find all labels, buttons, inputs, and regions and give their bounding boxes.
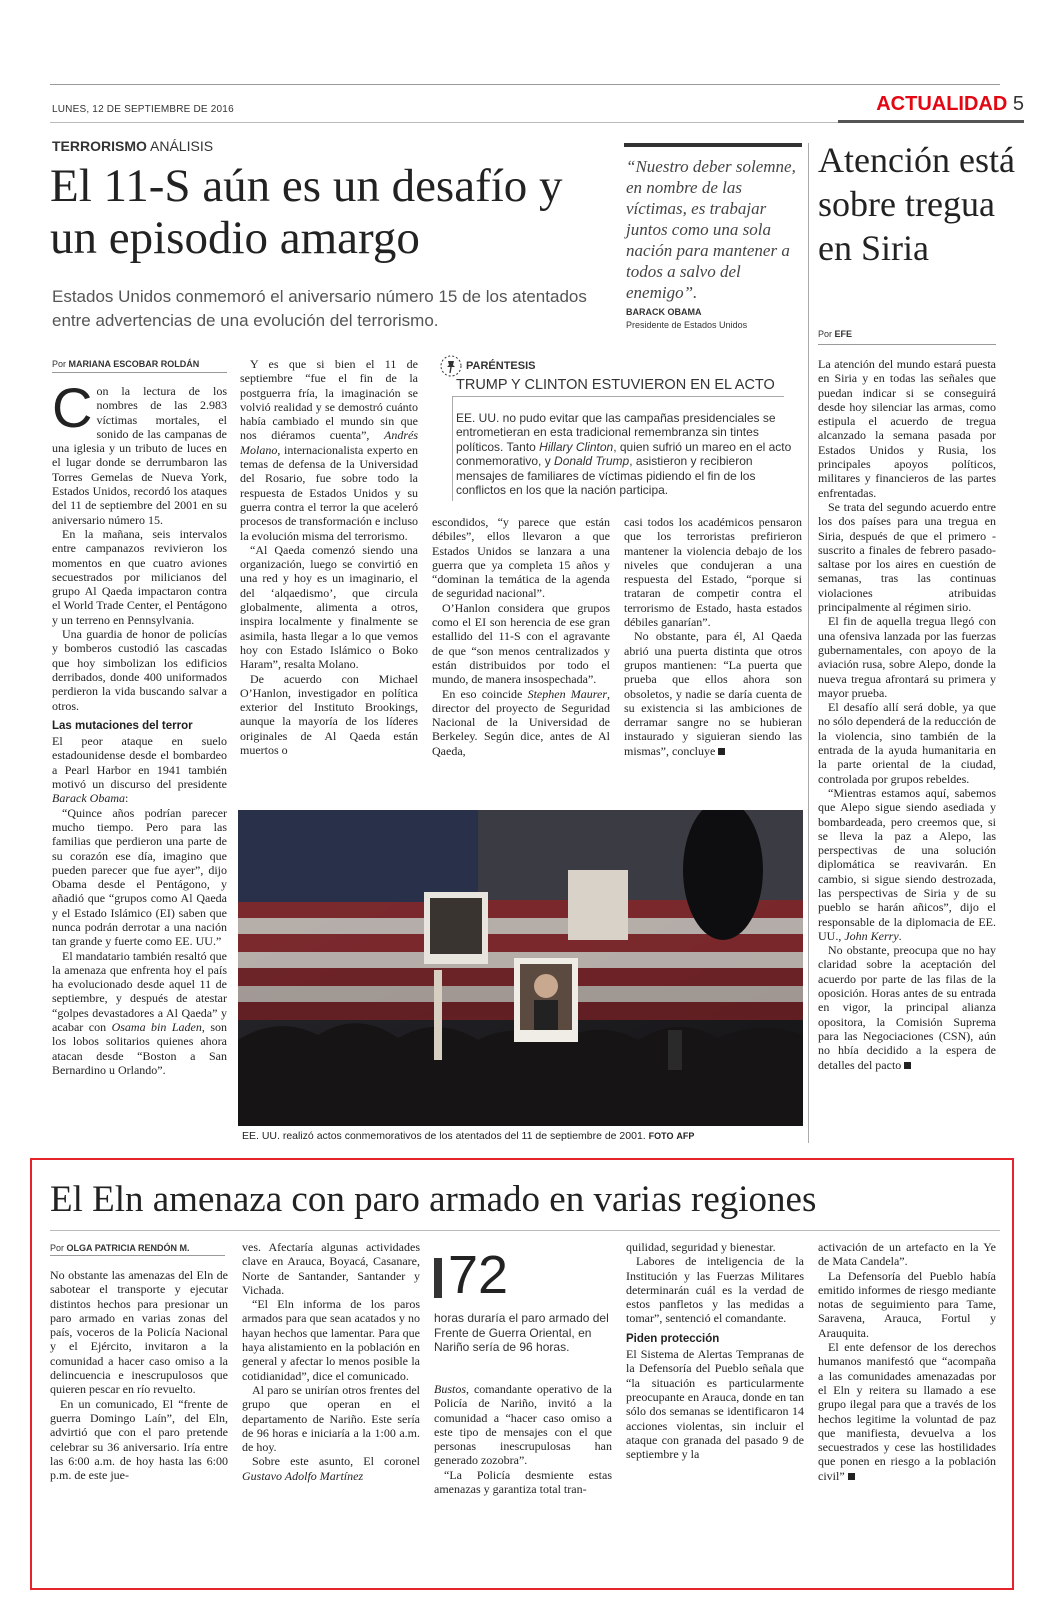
main-paragraph: O’Hanlon considera que grupos como el EI son herencia de ese gran estallido del 11-S con el agravante de que “son menos centralizados y están distribuidos por todo el mundo, de manera insospechada”.: [432, 600, 610, 687]
photo-caption: [242, 1130, 694, 1142]
eln-column-3: [434, 1382, 612, 1496]
paren-c: , quien sufrió un mareo en el acto conmemorativo, y: [456, 439, 792, 469]
eln-headline: El Eln amenaza con paro armado en varias regiones: [50, 1179, 817, 1220]
quote-role: Presidente de Estados Unidos: [626, 320, 748, 330]
side-divider: [808, 143, 809, 1143]
stat-bar: [434, 1258, 442, 1298]
main-paragraph: [52, 376, 227, 527]
eln-paragraph: ves. Afectaría algunas actividades clave en Arauca, Boyacá, Casanare, Norte de Santander, Santander y Vichada.: [242, 1240, 420, 1297]
main-paragraph: [240, 357, 418, 543]
parentesis-title: TRUMP Y CLINTON ESTUVIERON EN EL ACTO: [456, 377, 775, 393]
header-rule: [50, 122, 838, 123]
main-paragraph: [624, 629, 802, 758]
eln-column-5: [818, 1240, 996, 1483]
main-c4-p2: No obstante, para él, Al Qaeda abrió una puerta distinta que otros grupos mantienen: “La puerta que prueba que ellos ahora son obsoletos, y nadie se daría cuenta de su existencia si las ambiciones de derramar sangre no se hubieran instaurado y siguieran siendo las mismas”, concluye: [624, 629, 802, 758]
eln-paragraph: quilidad, seguridad y bienestar.: [626, 1240, 776, 1254]
main-c3-p3c: , director del proyecto de Seguridad Nacional de la Universidad de Berkeley. Según dice, antes de Al Qaeda,: [432, 686, 610, 758]
memorial-photo-image: [238, 810, 803, 1126]
main-byline-name: MARIANA ESCOBAR ROLDÁN: [68, 359, 200, 369]
side-headline: Atención está sobre tregua en Siria: [818, 140, 1015, 268]
page-number: 5: [1012, 93, 1024, 115]
eln-paragraph: “La Policía desmiente estas amenazas y garantiza total tran-: [434, 1467, 612, 1497]
pushpin-icon: [440, 355, 462, 377]
main-c1-p1: on la lectura de los nombres de las 2.983 víctimas mortales, el sonido de las campanas de una iglesia y un tributo de luces en el lugar donde se derrumbaron las Torres Gemelas de Nueva York, Estados Unidos, recordó los ataques del 11 de septiembre del 2001 en su aniversario número 15.: [52, 384, 227, 527]
main-c3-p3a: En eso coincide: [442, 686, 528, 701]
side-paragraph: El fin de aquella tregua llegó con una ofensiva lanzada por las fuerzas gubernamentales, con apoyo de la aviación rusa, sobre Alepo, donde la nueva tregua afrontará su primera y mayor prueba.: [818, 614, 996, 700]
main-c2-p1a: Y es que si bien el 11 de septiembre “fue el fin de la postguerra fría, la imaginación se volvió realidad y se demostró cuánto había cambiado el mundo sin que nos diéramos cuenta”,: [240, 357, 418, 443]
main-c1-p4a: El peor ataque en suelo estadounidense desde el bombardeo a Pearl Harbor en 1941 también motivó un discurso del presidente: [52, 734, 227, 792]
main-c1-p6b: Osama bin Laden: [111, 1020, 202, 1035]
main-paragraph: [52, 734, 227, 805]
eln-paragraph: El Sistema de Alertas Tempranas de la Defensoría del Pueblo señala que “la situación es particularmente preocupante en Arauca, donde en tan sólo dos semanas se identificaron 14 acciones violentas, sin incluir el ataque con granada del pasado 9 de septiembre y la: [626, 1347, 804, 1462]
side-p6-text: No obstante, preocupa que no hay claridad sobre la aceptación del acuerdo por parte de las filas de la oposición. Horas antes de su entrada en vigor, la principal alianza opositora, la Comisión Suprema para las Negociaciones (CSN), aún no hbía decidido a la espera de detalles del pacto: [818, 943, 996, 1072]
eln-c3-p1a: Bustos: [434, 1382, 467, 1396]
side-p5-name: John Kerry: [844, 928, 899, 943]
main-c3-p3b: Stephen Maurer: [527, 686, 607, 701]
side-byline-name: EFE: [834, 329, 853, 339]
eln-byline: [50, 1243, 190, 1253]
end-mark: [718, 748, 725, 755]
caption-text: EE. UU. realizó actos conmemorativos de los atentados del 11 de septiembre de 2001.: [242, 1130, 646, 1142]
side-paragraph: [818, 786, 996, 943]
eln-column-2: [242, 1240, 420, 1483]
parentesis-label: PARÉNTESIS: [466, 360, 536, 372]
eln-paragraph: Al paro se unirían otros frentes del grupo que operan en el departamento de Nariño. Este sería de 96 horas e iniciaría a la 1:00 a.m. de hoy.: [242, 1382, 420, 1455]
eln-c3-p1b: , comandante operativo de la Policía de Nariño, invitó a la comunidad a “hacer caso omiso a este tipo de mensajes con el que personas inescrupulosas han generado zozobra”.: [434, 1382, 612, 1468]
eln-column-1: [50, 1268, 228, 1482]
main-paragraph: En la mañana, seis intervalos entre campanazos revivieron los momentos en que cuatro aviones secuestrados por milicianos del grupo Al Qaeda impactaron contra el World Trade Center, el Pentágono y un terreno en Pennsylvania.: [52, 526, 227, 627]
top-rule: [50, 84, 1000, 85]
main-deck: Estados Unidos conmemoró el aniversario número 15 de los atentados entre advertencias de una evolución del terrorismo.: [52, 287, 587, 330]
main-column-3: [432, 515, 610, 758]
eln-byline-name: OLGA PATRICIA RENDÓN M.: [66, 1243, 190, 1253]
main-byline: [52, 359, 199, 369]
main-c1-p6c: , son los lobos solitarios quienes ahora atacan desde “Boston a San Bernardino u Orlando”.: [52, 1020, 227, 1077]
main-column-2: [240, 357, 418, 757]
side-byline-rule: [818, 344, 996, 345]
main-paragraph: De acuerdo con Michael O’Hanlon, investigador en política exterior del Instituto Brookings, aunque la mayoría de los líderes originales de Al Qaeda están muertos o: [240, 671, 418, 758]
main-byline-pre: Por: [52, 359, 67, 369]
credit-label: FOTO: [648, 1131, 674, 1141]
pull-quote: “Nuestro deber solemne, en nombre de las víctimas, es trabajar juntos como una sola nación para mantener a todos a salvo del enemigo”.: [626, 157, 796, 302]
side-paragraph: Se trata del segundo acuerdo entre los dos países para una tregua en Siria, después de que el primero -suscrito a finales de febrero pasado- saltase por los aires en cuestión de semanas, tras las continuas violaciones atribuidas principalmente al régimen sirio.: [818, 499, 996, 615]
section-label: [876, 93, 1024, 116]
main-byline-rule: [52, 372, 227, 373]
main-paragraph: casi todos los académicos pensaron que los terroristas prefirieron mantener la violencia debajo de los niveles que condujeran a una respuesta del Estado, “porque si trataran de competir contra el terrorismo de Estado, hasta estados débiles ganarían”.: [624, 515, 802, 630]
main-c1-p4c: :: [124, 791, 129, 806]
parentesis-left-rule: [452, 396, 453, 501]
section-name: ACTUALIDAD: [876, 93, 1008, 115]
kicker-topic: TERRORISMO: [52, 138, 147, 154]
eln-byline-rule: [50, 1255, 225, 1256]
end-mark: [904, 1062, 911, 1069]
main-paragraph: [52, 949, 227, 1078]
kicker-type: ANÁLISIS: [150, 138, 214, 154]
side-body: [818, 357, 996, 1072]
credit-agency: AFP: [676, 1131, 695, 1141]
main-c2-p1b: Andrés Molano: [240, 428, 418, 457]
eln-paragraph: [242, 1454, 420, 1483]
main-paragraph: escondidos, “y parece que están débiles”, ellos llevaron a que Estados Unidos se lanzara a una guerra que ya completa 15 años y “dominan la temática de la agenda de seguridad nacional”.: [432, 515, 610, 601]
parentesis-text: [456, 411, 792, 497]
eln-paragraph: “El Eln informa de los paros armados para que sean acatados y no hayan hechos que lamentar. Para que haya alistamiento en la población en general y afectar lo menos posible la cotidianidad”, dice el comunicado.: [242, 1297, 420, 1383]
dateline: LUNES, 12 DE SEPTIEMBRE DE 2016: [52, 104, 234, 115]
eln-headline-rule: [50, 1230, 1000, 1231]
eln-c2-p4b: Gustavo Adolfo Martínez: [242, 1468, 364, 1483]
eln-column-4: [626, 1240, 804, 1461]
eln-paragraph: activación de un artefacto en la Ye de Mata Candela”.: [818, 1240, 996, 1269]
memorial-photo: [238, 810, 803, 1126]
main-c1-p6a: El mandatario también resaltó que la amenaza que enfrenta hoy el país ha evolucionado desde aquel 11 de septiembre, y después de atestar “golpes devastadores a Al Qaeda” y acabar con: [52, 948, 227, 1035]
main-c2-p1c: , internacionalista experto en temas de defensa de la Universidad del Rosario, fue sobre todo la respuesta de Estados Unidos y su guerra contra el terror la que aceleró procesos de transformación e incluso la evolución misma del terrorismo.: [240, 442, 418, 543]
eln-byline-pre: Por: [50, 1243, 65, 1253]
main-column-4: [624, 515, 802, 758]
paren-e: , asistieron y recibieron mensajes de familiares de víctimas pidiendo el fin de los conflictos en los que la nación participa.: [456, 454, 756, 498]
side-p5-end: .: [898, 928, 902, 943]
eln-c5-p3: El ente defensor de los derechos humanos manifestó que “acompaña a las comunidades amenazadas por el Eln y reitera su llamado a ese grupo ilegal para que a través de los hechos legitime la voluntad de paz que manifiesta, devuelva a los secuestrados y cese las hostilidades que ponen en riesgo a la población civil”: [818, 1340, 996, 1483]
side-paragraph: La atención del mundo estará puesta en Siria y en todas las señales que puedan indicar si se conseguirá desde hoy silenciar las armas, como estipula el acuerdo de tregua alcanzado la semana pasada por Estados Unidos y Rusia, los principales apoyos políticos, militares y financieros de las partes enfrentadas.: [818, 357, 996, 500]
eln-paragraph: En un comunicado, El “frente de guerra Domingo Laín”, del Eln, advirtió que con el paro pretende celebrar su 36 aniversario. Iría entre las 6:00 a.m. de hoy hasta las 6:00 p.m. de este jue-: [50, 1396, 228, 1483]
drop-cap: C: [52, 376, 93, 439]
side-paragraph: El desafío allí será doble, ya que no sólo dependerá de la reducción de la violencia, sino también de la entrada de la ayuda humanitaria en la parte oriental de la ciudad, controlada por grupos rebeldes.: [818, 700, 996, 786]
kicker: [52, 138, 213, 154]
stat-number: 72: [448, 1245, 509, 1305]
side-byline-pre: Por: [818, 329, 833, 339]
main-c1-p4b: Barack Obama: [52, 791, 125, 806]
subhead: Las mutaciones del terror: [52, 719, 193, 732]
eln-paragraph: [818, 1340, 996, 1483]
end-mark: [848, 1473, 855, 1480]
main-paragraph: [432, 687, 610, 758]
paren-d: Donald Trump: [554, 454, 630, 469]
eln-paragraph: La Defensoría del Pueblo había emitido informes de riesgo mediante notas de seguimiento para Tame, Saravena, Arauca, Fortul y Arauquita.: [818, 1268, 996, 1340]
main-column-1: [52, 376, 227, 1077]
side-byline: [818, 329, 852, 339]
paren-a: EE. UU. no pudo evitar que las campañas presidenciales se entrometieran en esta tradicional remembranza sin tintes políticos. Tanto: [456, 411, 776, 454]
section-bar: [838, 120, 1024, 123]
main-paragraph: Una guardia de honor de policías y bomberos custodió las cascadas que hoy simbolizan los edificios derribados, donde 400 uniformados perdieron la vida buscando salvar a otros.: [52, 627, 227, 713]
quote-bar: [624, 143, 802, 147]
subhead: Piden protección: [626, 1332, 720, 1345]
main-paragraph: “Al Qaeda comenzó siendo una organización, luego se convirtió en una red y hoy es un imaginario, el del ‘alqaedismo’, que circula globalmente, alimenta a otros, inspira localmente y finalmente se asimila, hasta llegar a lo que vemos hoy con Estado Islámico o Boko Haram”, resalta Molano.: [240, 542, 418, 672]
eln-paragraph: [434, 1382, 612, 1468]
stat-text: horas duraría el paro armado del Frente de Guerra Oriental, en Nariño sería de 96 horas.: [434, 1311, 609, 1354]
parentesis-rule: [452, 396, 784, 397]
quote-author: BARACK OBAMA: [626, 307, 702, 317]
eln-paragraph: No obstante las amenazas del Eln de sabotear el transporte y ejecutar distintos hechos para presionar un paro armado en varias zonas del país, voceros de la Policía Nacional y el Ejército, invitaron a la comunidad a hacer caso omiso a la delincuencia e inescrupulosos que quieren pescar en río revuelto.: [50, 1268, 228, 1397]
paren-b: Hillary Clinton: [539, 439, 614, 454]
main-paragraph: “Quince años podrían parecer mucho tiempo. Pero para las familias que perdieron una parte de su corazón ese día, imagino que pueden parecer que fue ayer”, dijo Obama desde el Pentágono, y añadió que “grupos como Al Qaeda y el Estado Islámico (EI) saben que nunca podrán derrotar a una nación tan grande y fuerte como EE. UU.”: [52, 805, 227, 949]
side-p5-text: “Mientras estamos aquí, sabemos que Alepo sigue siendo asediada y bombardeada, pero creemos que, si se lleva la paz a Alepo, las perspectivas de una solución diplomática se reavivarán. En cambio, si sigue siendo destrozada, las perspectivas de Siria y de su pueblo se harán añicos”, dijo el responsable de la diplomacia de EE. UU.,: [818, 785, 996, 943]
side-paragraph: [818, 943, 996, 1072]
main-headline: El 11-S aún es un desafío y un episodio amargo: [50, 160, 563, 264]
eln-paragraph: Labores de inteligencia de la Institución y las Fuerzas Militares determinarán cuál es la verdad de estos panfletos y las medidas a tomar”, sentenció el comandante.: [626, 1254, 804, 1326]
eln-c2-p4a: Sobre este asunto, El coronel: [252, 1454, 420, 1469]
